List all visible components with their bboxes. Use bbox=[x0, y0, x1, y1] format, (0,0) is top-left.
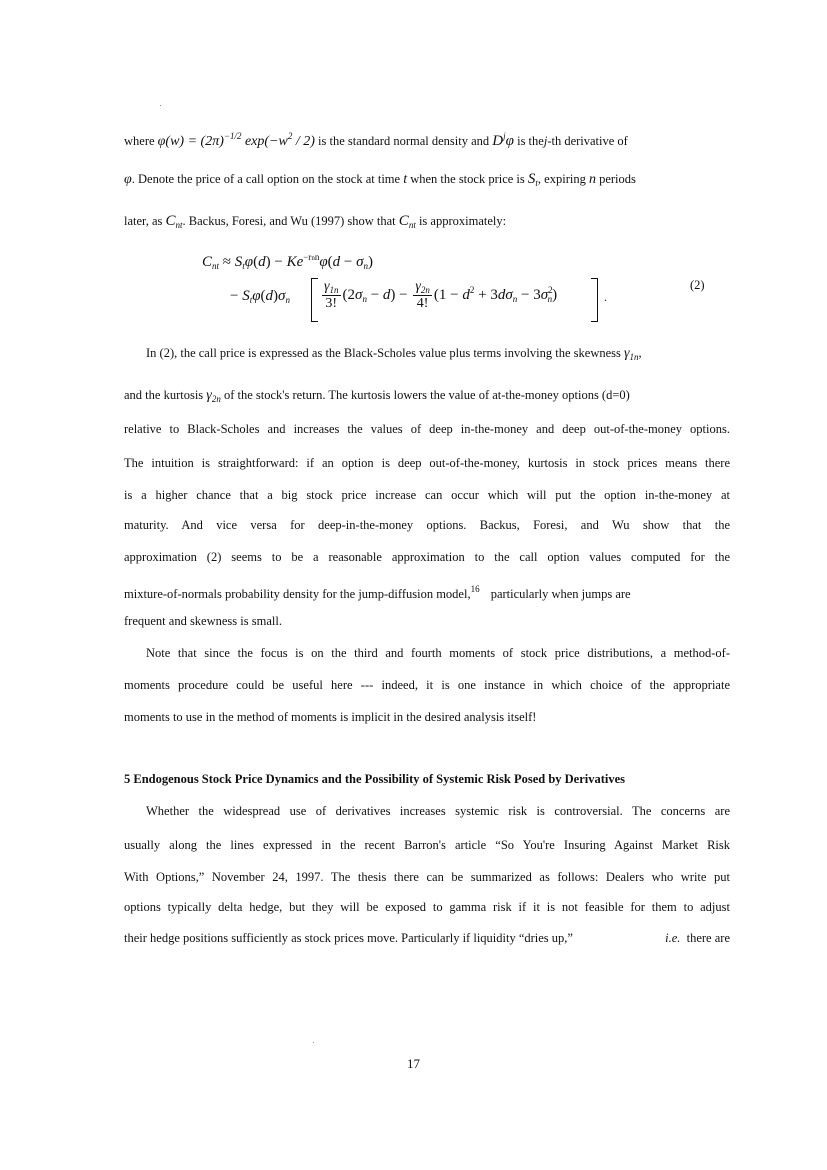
equation-line-2: − $S_t\varphi(d)\sigma_n$ bbox=[230, 288, 290, 305]
math-n: n bbox=[588, 172, 596, 187]
p3-line-2: usually along the lines expressed in the recent Barron's article “So You're Insuring Against Market Risk bbox=[124, 838, 730, 852]
p3-line-4: options typically delta hedge, but they will be exposed to gamma risk if it is not feasible for them to adjust bbox=[124, 900, 730, 914]
section-heading: 5 Endogenous Stock Price Dynamics and the Possibility of Systemic Risk Posed by Derivatives bbox=[124, 772, 626, 786]
p1-line-5: is a higher chance that a big stock price increase can occur which will put the option in-the-money at bbox=[124, 488, 730, 502]
equation-bracket-content: $\frac{\gamma_{1n}}{3!}$ $(2\sigma_n - d)$ − $\frac{\gamma_{2n}}{4!}$ $(1 - d^2 + 3d\sigma_n - 3\sigma^2_n)$ bbox=[324, 279, 558, 311]
text-line-1: where $\varphi(w) = (2\pi)^{-1/2}$ $\exp(-w^2 / 2)$ is the standard normal density and $D^j\varphi$ is thej-th derivative of bbox=[124, 131, 628, 149]
p1-line-4: The intuition is straightforward: if an option is deep out-of-the-money, kurtosis in stock prices means there bbox=[124, 456, 730, 470]
math-cnt: $C_{nt}$ bbox=[165, 213, 183, 230]
p1-line-2: and the kurtosis $\gamma_{2n}$ of the stock's return. The kurtosis lowers the value of at-the-money options (d=0) bbox=[124, 388, 630, 404]
p3-line-3: With Options,” November 24, 1997. The thesis there can be summarized as follows: Dealers who write put bbox=[124, 870, 730, 884]
p3-line-1: Whether the widespread use of derivatives increases systemic risk is controversial. The concerns are bbox=[146, 804, 730, 818]
math-phi: φ bbox=[124, 172, 132, 187]
math-st: $S_t$ bbox=[527, 171, 538, 188]
math-gamma-1n: $\gamma_{1n}$ bbox=[624, 346, 639, 362]
p2-line-2: moments procedure could be useful here --- indeed, it is one instance in which choice of the appropriate bbox=[124, 678, 730, 692]
p1-line-9: frequent and skewness is small. bbox=[124, 614, 282, 628]
equation-number: (2) bbox=[690, 278, 705, 292]
equation-left-bracket bbox=[311, 278, 318, 322]
text-line-2: φ. Denote the price of a call option on the stock at time t when the stock price is $S_t$, expiring n periods bbox=[124, 171, 636, 188]
math-dj-phi: $D^j\varphi$ bbox=[492, 131, 514, 149]
math-cnt-2: $C_{nt}$ bbox=[398, 213, 416, 230]
equation-period: . bbox=[604, 290, 607, 304]
p1-line-1: In (2), the call price is expressed as the Black-Scholes value plus terms involving the skewness $\gamma_{1n}$, bbox=[146, 346, 642, 362]
math-t: t bbox=[403, 172, 408, 187]
p3-line-5: their hedge positions sufficiently as stock prices move. Particularly if liquidity “dries up,” i.e. there are bbox=[124, 931, 730, 945]
p1-line-6: maturity. And vice versa for deep-in-the-money options. Backus, Foresi, and Wu show that the bbox=[124, 518, 730, 532]
p1-line-7: approximation (2) seems to be a reasonable approximation to the call option values computed for the bbox=[124, 550, 730, 564]
p2-line-3: moments to use in the method of moments is implicit in the desired analysis itself! bbox=[124, 710, 537, 724]
scan-speck-2 bbox=[313, 1042, 314, 1043]
footnote-mark: 16 bbox=[470, 584, 480, 594]
math-gamma-2n: $\gamma_{2n}$ bbox=[206, 388, 221, 404]
page-number: 17 bbox=[407, 1056, 420, 1071]
p2-line-1: Note that since the focus is on the third and fourth moments of stock price distributions, a method-of- bbox=[146, 646, 730, 660]
p1-line-3: relative to Black-Scholes and increases the values of deep in-the-money and deep out-of-the-money options. bbox=[124, 422, 730, 436]
p1-line-8: mixture-of-normals probability density for the jump-diffusion model,$^{16}$ particularly when jumps are bbox=[124, 584, 631, 601]
equation-right-bracket bbox=[591, 278, 598, 322]
math-phi-w: $\varphi(w) = (2\pi)^{-1/2}$ $\exp(-w^2 / 2)$ bbox=[157, 131, 315, 149]
scan-speck bbox=[160, 105, 161, 106]
text-line-3: later, as $C_{nt}$. Backus, Foresi, and Wu (1997) show that $C_{nt}$ is approximately: bbox=[124, 213, 507, 230]
equation-line-1: $C_{nt} \approx S_t\varphi(d) - Ke^{-rnn}\varphi(d - \sigma_n)$ bbox=[202, 252, 373, 271]
